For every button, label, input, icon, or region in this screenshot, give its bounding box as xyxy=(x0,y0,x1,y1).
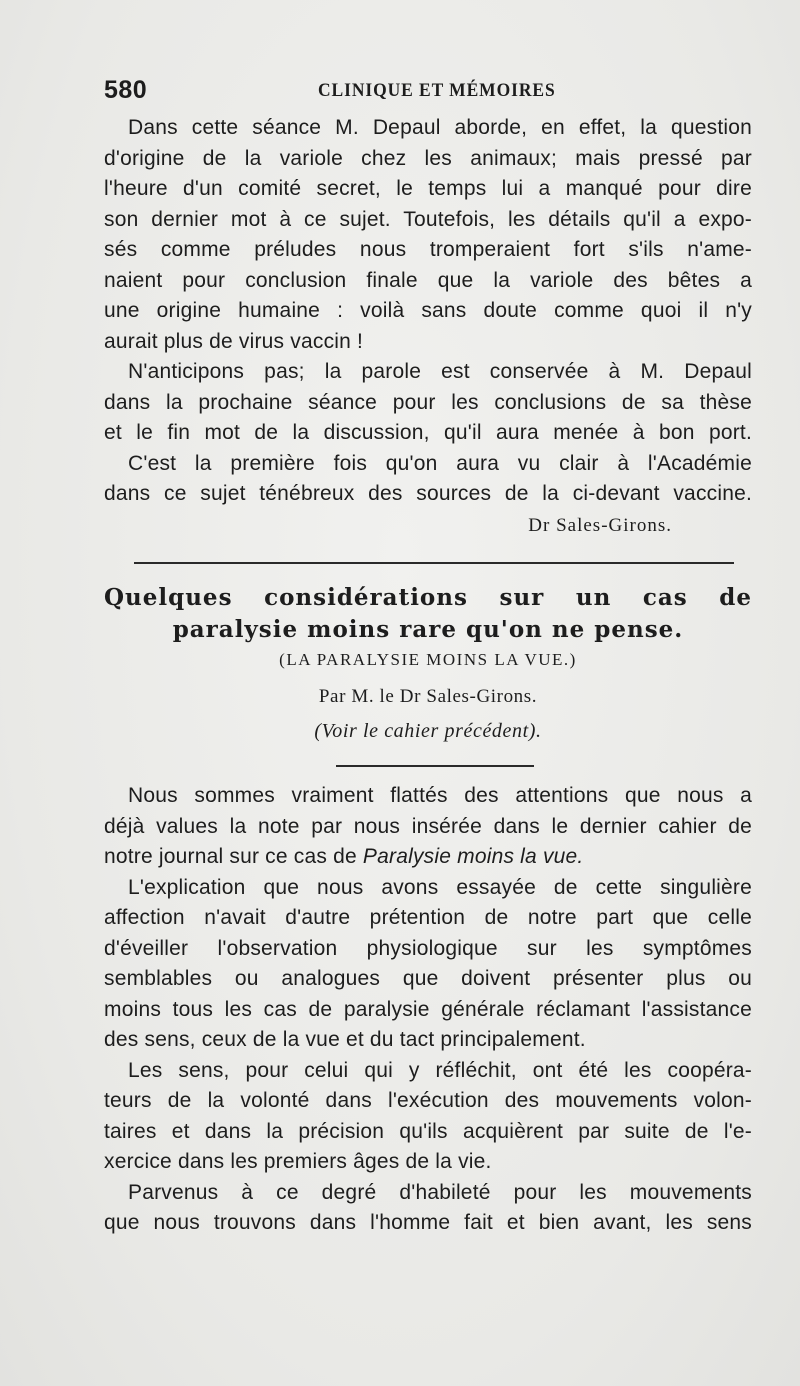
article-title xyxy=(104,582,752,646)
page-number: 580 xyxy=(104,76,148,104)
article-body xyxy=(104,781,752,1239)
page-header xyxy=(104,76,752,112)
text-line: xercice dans les premiers âges de la vie. xyxy=(104,1150,492,1173)
text-line: une origine humaine : voilà sans doute comme quoi il n'y xyxy=(104,299,752,322)
text-line: que nous trouvons dans l'homme fait et bien avant, les sens xyxy=(104,1211,752,1234)
text-segment: notre journal sur ce cas de xyxy=(104,845,357,868)
text-line xyxy=(104,842,752,873)
text-line: teurs de la volonté dans l'exécution des mouvements volon- xyxy=(104,1089,752,1112)
italic-title: Paralysie moins la vue. xyxy=(362,845,584,868)
text-line: aurait plus de virus vaccin ! xyxy=(104,329,364,353)
text-line: N'anticipons pas; la parole est conservée à M. Depaul xyxy=(128,360,752,383)
title-line: paralysie moins rare qu'on ne pense. xyxy=(172,616,684,643)
text-line: Nous sommes vraiment flattés des attentions que nous a xyxy=(128,784,752,807)
text-line: l'heure d'un comité secret, le temps lui a manqué pour dire xyxy=(104,177,752,200)
text-line: d'origine de la variole chez les animaux; mais pressé par xyxy=(104,146,752,170)
section-divider xyxy=(134,562,734,564)
text-line: Parvenus à ce degré d'habileté pour les mouvements xyxy=(128,1180,752,1204)
text-line: affection n'avait d'autre prétention de notre part que celle xyxy=(104,906,752,929)
text-line: moins tous les cas de paralysie générale réclamant l'assistance xyxy=(104,997,752,1021)
text-line: des sens, ceux de la vue et du tact principalement. xyxy=(104,1028,586,1051)
text-line: taires et dans la précision qu'ils acquièrent par suite de l'e- xyxy=(104,1119,752,1143)
signature: Dr Sales-Girons. xyxy=(528,514,672,536)
title-line: Quelques considérations sur un cas de xyxy=(104,584,752,611)
article-subtitle: (LA PARALYSIE MOINS LA VUE.) xyxy=(279,650,577,669)
text-line: L'explication que nous avons essayée de cette singulière xyxy=(128,875,752,899)
text-line: sés comme préludes nous tromperaient fort s'ils n'ame- xyxy=(104,238,752,261)
text-line: et le fin mot de la discussion, qu'il aura menée à bon port. xyxy=(104,421,752,444)
running-head: CLINIQUE ET MÉMOIRES xyxy=(318,80,556,101)
article-note: (Voir le cahier précédent). xyxy=(314,720,542,742)
text-line: dans la prochaine séance pour les conclusions de sa thèse xyxy=(104,390,752,414)
text-line: naient pour conclusion finale que la variole des bêtes a xyxy=(104,268,752,292)
previous-article-text xyxy=(104,113,752,540)
text-line: Les sens, pour celui qui y réfléchit, ont été les coopéra- xyxy=(128,1058,752,1082)
text-line: d'éveiller l'observation physiologique sur les symptômes xyxy=(104,936,752,960)
text-line: dans ce sujet ténébreux des sources de la ci-devant vaccine. xyxy=(104,482,752,505)
signature-line xyxy=(104,510,752,541)
text-line: C'est la première fois qu'on aura vu clair à l'Académie xyxy=(128,451,752,475)
text-line: son dernier mot à ce sujet. Toutefois, les détails qu'il a expo- xyxy=(104,207,752,231)
text-line: semblables ou analogues que doivent présenter plus ou xyxy=(104,967,752,990)
text-line: déjà values la note par nous insérée dans le dernier cahier de xyxy=(104,814,752,838)
article-byline: Par M. le Dr Sales-Girons. xyxy=(318,686,538,707)
short-divider xyxy=(336,765,534,767)
text-line: Dans cette séance M. Depaul aborde, en effet, la question xyxy=(128,116,752,139)
